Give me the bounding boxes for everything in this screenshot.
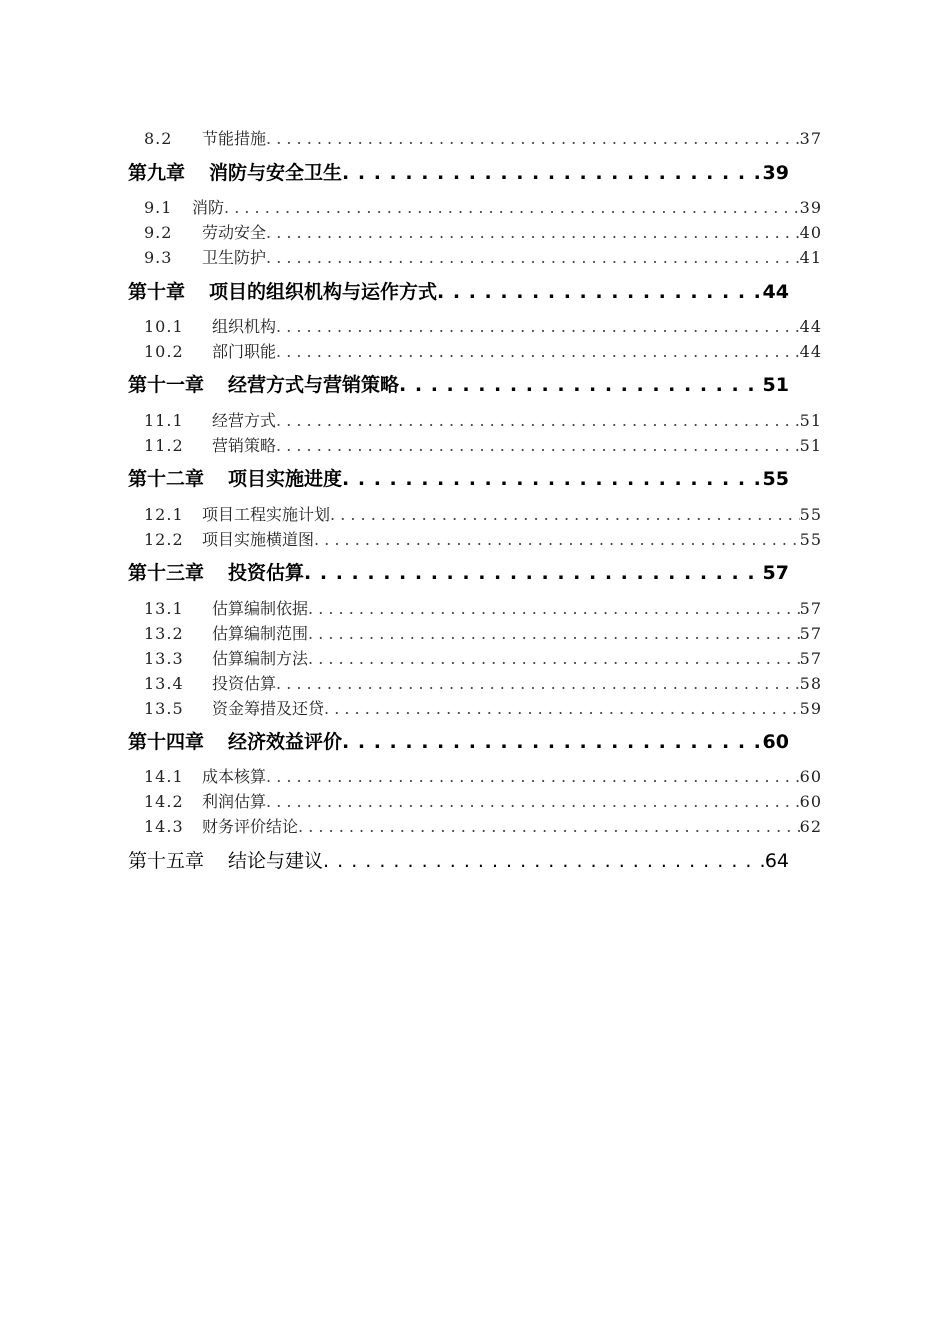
toc-chapter-number: 第十四章 (128, 731, 205, 753)
dot-leader (276, 342, 800, 361)
toc-entry-10-1[interactable] (144, 314, 822, 338)
toc-chapter-title: 经营方式与营销策略 (228, 374, 400, 396)
toc-entry-page: 57 (799, 624, 822, 643)
dot-leader (266, 792, 800, 811)
toc-entry-10-2[interactable] (144, 339, 822, 363)
toc-entry-title: 估算编制依据 (212, 599, 309, 618)
toc-entry-title: 卫生防护 (202, 248, 267, 267)
toc-entry-number: 13.3 (144, 649, 184, 668)
toc-entry-13-1[interactable] (144, 596, 822, 620)
dot-leader (330, 505, 800, 524)
dot-leader (266, 767, 800, 786)
toc-chapter-title: 消防与安全卫生 (209, 162, 343, 184)
toc-entry-title: 利润估算 (202, 792, 267, 811)
dot-leader (324, 699, 800, 718)
dot-leader (342, 468, 763, 490)
toc-entry-title: 估算编制范围 (212, 624, 309, 643)
toc-entry-title: 部门职能 (212, 342, 277, 361)
toc-entry-page: 41 (799, 248, 822, 267)
toc-entry-13-5[interactable] (144, 696, 822, 720)
toc-chapter-title: 项目的组织机构与运作方式 (209, 281, 438, 303)
dot-leader (276, 436, 800, 455)
toc-entry-title: 营销策略 (212, 436, 277, 455)
toc-entry-page: 51 (799, 411, 822, 430)
toc-entry-page: 55 (799, 505, 822, 524)
toc-chapter-page: 44 (762, 281, 789, 303)
toc-entry-page: 62 (799, 817, 822, 836)
toc-entry-number: 9.3 (144, 248, 173, 267)
toc-entry-page: 55 (799, 530, 822, 549)
toc-chapter-page: 60 (762, 731, 789, 753)
toc-entry-12-1[interactable] (144, 502, 822, 526)
toc-entry-title: 估算编制方法 (212, 649, 309, 668)
toc-entry-9-1[interactable] (144, 195, 822, 219)
toc-entry-page: 44 (799, 317, 822, 336)
toc-chapter-11[interactable] (128, 370, 789, 400)
toc-chapter-13[interactable] (128, 558, 789, 588)
dot-leader (308, 599, 800, 618)
toc-entry-title: 节能措施 (202, 129, 267, 148)
toc-entry-title: 组织机构 (212, 317, 277, 336)
toc-chapter-number: 第十章 (128, 281, 186, 303)
toc-entry-13-4[interactable] (144, 671, 822, 695)
toc-entry-number: 8.2 (144, 129, 173, 148)
toc-chapter-number: 第十二章 (128, 468, 205, 490)
dot-leader (342, 731, 763, 753)
toc-entry-title: 投资估算 (212, 674, 277, 693)
toc-entry-number: 9.1 (144, 198, 173, 217)
toc-entry-page: 59 (799, 699, 822, 718)
dot-leader (224, 198, 800, 217)
toc-chapter-title: 结论与建议 (228, 850, 324, 872)
toc-entry-number: 11.2 (144, 436, 184, 455)
toc-entry-13-3[interactable] (144, 646, 822, 670)
toc-entry-page: 39 (799, 198, 822, 217)
toc-entry-number: 13.2 (144, 624, 184, 643)
toc-entry-number: 10.1 (144, 317, 184, 336)
toc-entry-number: 12.2 (144, 530, 184, 549)
toc-chapter-title: 项目实施进度 (228, 468, 343, 490)
dot-leader (304, 562, 763, 584)
dot-leader (314, 530, 800, 549)
toc-entry-14-3[interactable] (144, 814, 822, 838)
toc-entry-number: 13.1 (144, 599, 184, 618)
toc-chapter-page: 64 (764, 850, 789, 872)
dot-leader (437, 281, 763, 303)
toc-entry-9-3[interactable] (144, 245, 822, 269)
toc-entry-number: 14.1 (144, 767, 184, 786)
dot-leader (266, 248, 800, 267)
toc-entry-number: 12.1 (144, 505, 184, 524)
toc-entry-title: 项目实施横道图 (202, 530, 315, 549)
toc-chapter-title: 经济效益评价 (228, 731, 343, 753)
toc-entry-number: 14.2 (144, 792, 184, 811)
toc-entry-title: 财务评价结论 (202, 817, 299, 836)
toc-chapter-12[interactable] (128, 464, 789, 494)
toc-chapter-9[interactable] (128, 158, 789, 188)
toc-entry-13-2[interactable] (144, 621, 822, 645)
dot-leader (266, 223, 800, 242)
toc-chapter-10[interactable] (128, 277, 789, 307)
toc-chapter-page: 57 (762, 562, 789, 584)
toc-entry-page: 44 (799, 342, 822, 361)
toc-entry-number: 14.3 (144, 817, 184, 836)
toc-entry-title: 消防 (192, 198, 225, 217)
dot-leader (266, 129, 800, 148)
toc-entry-page: 57 (799, 599, 822, 618)
toc-entry-title: 成本核算 (202, 767, 267, 786)
toc-entry-11-2[interactable] (144, 433, 822, 457)
toc-entry-page: 51 (799, 436, 822, 455)
toc-entry-14-1[interactable] (144, 764, 822, 788)
toc-entry-number: 13.5 (144, 699, 184, 718)
toc-entry-page: 60 (799, 792, 822, 811)
toc-entry-12-2[interactable] (144, 527, 822, 551)
toc-entry-14-2[interactable] (144, 789, 822, 813)
toc-entry-title: 经营方式 (212, 411, 277, 430)
dot-leader (298, 817, 800, 836)
toc-chapter-title: 投资估算 (228, 562, 305, 584)
dot-leader (323, 850, 765, 872)
toc-entry-title: 劳动安全 (202, 223, 267, 242)
toc-chapter-number: 第十一章 (128, 374, 205, 396)
toc-chapter-page: 51 (762, 374, 789, 396)
toc-entry-title: 资金筹措及还贷 (212, 699, 325, 718)
toc-entry-8-2[interactable] (144, 126, 822, 150)
toc-chapter-15[interactable] (128, 846, 789, 876)
dot-leader (276, 674, 800, 693)
dot-leader (276, 317, 800, 336)
toc-entry-11-1[interactable] (144, 408, 822, 432)
toc-entry-page: 37 (799, 129, 822, 148)
toc-chapter-14[interactable] (128, 727, 789, 757)
toc-chapter-page: 39 (762, 162, 789, 184)
toc-chapter-number: 第十三章 (128, 562, 205, 584)
toc-entry-page: 58 (799, 674, 822, 693)
toc-chapter-number: 第十五章 (128, 850, 205, 872)
toc-entry-page: 40 (799, 223, 822, 242)
dot-leader (342, 162, 763, 184)
toc-entry-9-2[interactable] (144, 220, 822, 244)
toc-entry-page: 57 (799, 649, 822, 668)
toc-entry-title: 项目工程实施计划 (202, 505, 331, 524)
toc-entry-number: 10.2 (144, 342, 184, 361)
toc-entry-page: 60 (799, 767, 822, 786)
toc-entry-number: 11.1 (144, 411, 184, 430)
dot-leader (399, 374, 763, 396)
toc-chapter-page: 55 (762, 468, 789, 490)
dot-leader (308, 624, 800, 643)
dot-leader (308, 649, 800, 668)
toc-chapter-number: 第九章 (128, 162, 186, 184)
dot-leader (276, 411, 800, 430)
toc-entry-number: 13.4 (144, 674, 184, 693)
toc-entry-number: 9.2 (144, 223, 173, 242)
